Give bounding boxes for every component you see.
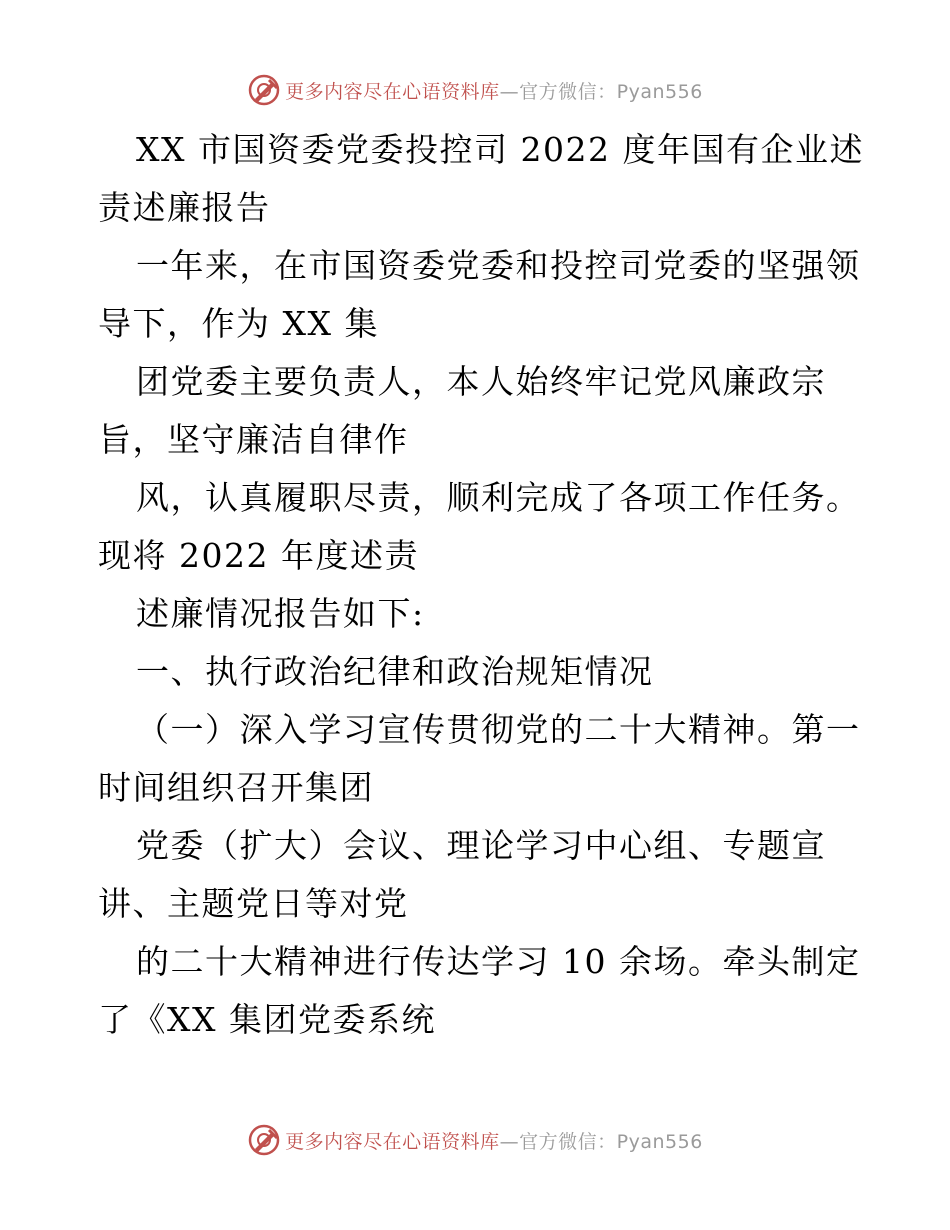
watermark-text-grey: —官方微信：Pyan556: [499, 80, 703, 103]
text-line: 的二十大精神进行传达学习 10 余场。牵头制定: [136, 942, 861, 981]
header-watermark: [0, 70, 950, 110]
text-line: 讲、主题党日等对党: [98, 884, 409, 923]
text-line: 导下，作为 XX 集: [98, 304, 379, 343]
text-line: 团党委主要负责人，本人始终牢记党风廉政宗: [136, 362, 826, 401]
text-line: 风，认真履职尽责，顺利完成了各项工作任务。: [136, 478, 861, 517]
text-line: 责述廉报告: [98, 188, 271, 227]
watermark-text-red: 更多内容尽在心语资料库: [285, 80, 500, 103]
footer-watermark: [0, 1120, 950, 1160]
text-line: 一年来，在市国资委党委和投控司党委的坚强领: [136, 246, 861, 285]
text-line: 述廉情况报告如下:: [136, 594, 425, 633]
text-line: 一、执行政治纪律和政治规矩情况: [136, 652, 654, 691]
text-line: （一）深入学习宣传贯彻党的二十大精神。第一: [136, 710, 861, 749]
text-line: 时间组织召开集团: [98, 768, 374, 807]
document-body: [98, 121, 864, 1049]
watermark-text-red: 更多内容尽在心语资料库: [285, 1130, 500, 1153]
watermark-text-grey: —官方微信：Pyan556: [499, 1130, 703, 1153]
text-line: 党委（扩大）会议、理论学习中心组、专题宣: [136, 826, 826, 865]
watermark-text: [285, 1127, 703, 1154]
pen-logo-icon: [247, 1123, 281, 1157]
text-line: 旨，坚守廉洁自律作: [98, 420, 409, 459]
text-line: XX 市国资委党委投控司 2022 度年国有企业述: [136, 130, 864, 169]
pen-logo-icon: [247, 73, 281, 107]
watermark-text: [285, 77, 703, 104]
text-line: 了《XX 集团党委系统: [98, 1000, 436, 1039]
text-line: 现将 2022 年度述责: [98, 536, 419, 575]
